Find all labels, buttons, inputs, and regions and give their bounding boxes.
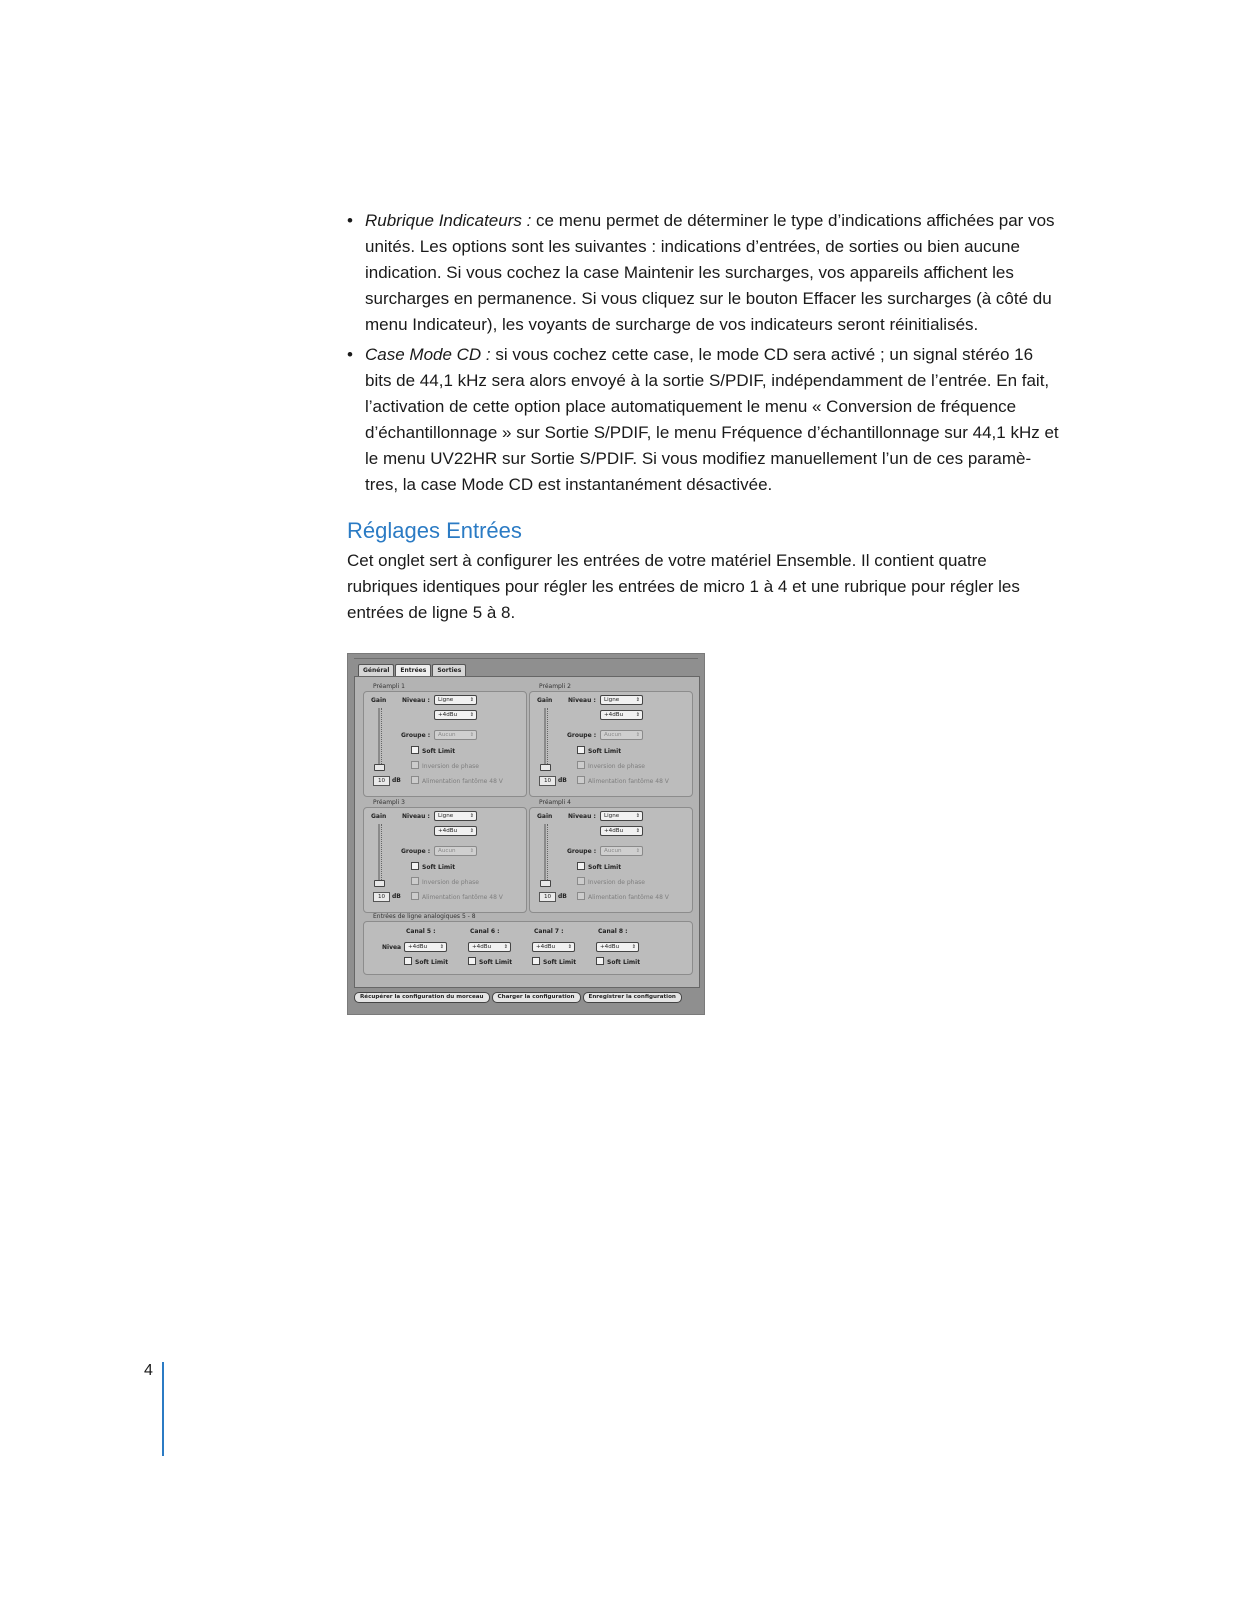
soft-limit-checkbox[interactable] (411, 746, 455, 755)
niveau-value: Ligne (604, 697, 620, 703)
phase-invert-checkbox-label: Inversion de phase (588, 879, 645, 886)
save-config-button[interactable]: Enregistrer la configuration (583, 992, 682, 1003)
checkbox-box (577, 862, 585, 870)
channel-level-select[interactable] (404, 942, 447, 952)
level-select[interactable] (434, 710, 477, 720)
checkbox-box (596, 957, 604, 965)
preamp-box (363, 691, 527, 797)
gain-unit-label: dB (558, 893, 567, 900)
groupe-select[interactable] (600, 730, 643, 740)
groupe-select[interactable] (600, 846, 643, 856)
channel-label: Canal 5 : (406, 928, 436, 935)
checkbox-box (468, 957, 476, 965)
bullet-text: ce menu permet de déterminer le type d’indications affichées par vos unités. Les options sont les suivantes : indications d’entrées, de sorties ou bien aucune indication. Si vous cochez la case Maintenir les surcharges, vos appareils affichent les surcharges en permanence. Si vous cliquez sur le bouton Effacer les surcharges (à côté du menu Indicateur), les voyants de surcharge de vos indicateurs seront réinitialisés. (365, 211, 1055, 334)
bullet-lead: Rubrique Indicateurs : (365, 211, 532, 230)
preamp-label: Préampli 1 (373, 683, 405, 690)
load-config-button[interactable]: Charger la configuration (492, 992, 581, 1003)
level-select[interactable] (600, 826, 643, 836)
updown-arrows-icon: ⇕ (635, 732, 640, 738)
level-value: +4dBu (438, 828, 458, 834)
groupe-value: Aucun (604, 848, 622, 854)
niveau-select[interactable] (434, 811, 477, 821)
groupe-label: Groupe : (567, 732, 597, 739)
gain-label: Gain (371, 813, 387, 820)
checkbox-box (411, 877, 419, 885)
channel-soft-limit-checkbox[interactable] (532, 957, 576, 966)
niveau-row-label: Nivea (382, 944, 402, 951)
phantom-power-checkbox[interactable] (411, 776, 503, 785)
soft-limit-checkbox-label: Soft Limit (422, 748, 456, 755)
gain-slider-ticks (381, 708, 386, 766)
channel-level-value: +4dBu (472, 944, 492, 950)
updown-arrows-icon: ⇕ (635, 697, 640, 703)
bottom-buttons (354, 992, 682, 1003)
niveau-select[interactable] (600, 695, 643, 705)
phantom-power-checkbox[interactable] (577, 892, 669, 901)
gain-slider-ticks (547, 824, 552, 882)
gain-slider-track (544, 824, 546, 884)
gain-unit-label: dB (392, 893, 401, 900)
bullet-indicateurs: • Rubrique Indicateurs : ce menu permet de déterminer le type d’indications affichées par vos unités. Les options sont les suivantes : indications d’entrées, de sorties ou bien aucune indication. Si vous cochez la case Maintenir les surcharges, vos appareils affichent les surcharges en permanence. Si vous cliquez sur le bouton Effacer les surcharges (à côté du menu Indicateur), les voyants de surcharge de vos indicateurs seront réinitialisés. (347, 211, 1055, 334)
checkbox-box (532, 957, 540, 965)
groupe-label: Groupe : (401, 732, 431, 739)
level-value: +4dBu (604, 712, 624, 718)
phase-invert-checkbox[interactable] (577, 761, 645, 770)
channel-level-value: +4dBu (600, 944, 620, 950)
groupe-select[interactable] (434, 730, 477, 740)
checkbox-box (577, 746, 585, 754)
groupe-value: Aucun (438, 848, 456, 854)
niveau-select[interactable] (600, 811, 643, 821)
channel-level-select[interactable] (596, 942, 639, 952)
channel-level-value: +4dBu (408, 944, 428, 950)
gain-value-field[interactable]: 10 (373, 892, 390, 902)
level-value: +4dBu (604, 828, 624, 834)
niveau-select[interactable] (434, 695, 477, 705)
checkbox-box (577, 877, 585, 885)
updown-arrows-icon: ⇕ (469, 828, 474, 834)
soft-limit-checkbox[interactable] (577, 746, 621, 755)
tab-panel (354, 676, 700, 988)
channel-soft-limit-checkbox[interactable] (404, 957, 448, 966)
tab-general[interactable]: Général (358, 664, 394, 676)
updown-arrows-icon: ⇕ (503, 944, 508, 950)
gain-value-field[interactable]: 10 (373, 776, 390, 786)
groupe-label: Groupe : (567, 848, 597, 855)
gain-unit-label: dB (392, 777, 401, 784)
checkbox-box (577, 776, 585, 784)
updown-arrows-icon: ⇕ (635, 848, 640, 854)
channel-label: Canal 6 : (470, 928, 500, 935)
bullet-lead: Case Mode CD : (365, 345, 491, 364)
intro-paragraph: Cet onglet sert à configurer les entrées de votre matériel Ensemble. Il contient quatre rubriques identiques pour régler les entrées de micro 1 à 4 et une rubrique pour régler les entrées de ligne 5 à 8. (347, 551, 1020, 622)
checkbox-box (411, 862, 419, 870)
niveau-value: Ligne (438, 697, 454, 703)
channel-label: Canal 7 : (534, 928, 564, 935)
entrees-settings-screenshot (347, 653, 705, 1015)
level-value: +4dBu (438, 712, 458, 718)
updown-arrows-icon: ⇕ (567, 944, 572, 950)
phantom-power-checkbox[interactable] (577, 776, 669, 785)
level-select[interactable] (600, 710, 643, 720)
phantom-power-checkbox[interactable] (411, 892, 503, 901)
groupe-value: Aucun (604, 732, 622, 738)
updown-arrows-icon: ⇕ (635, 828, 640, 834)
niveau-label: Niveau : (402, 697, 430, 704)
gain-value-field[interactable]: 10 (539, 776, 556, 786)
channel-soft-limit-label: Soft Limit (415, 959, 449, 966)
checkbox-box (411, 892, 419, 900)
gain-slider-thumb[interactable] (374, 764, 385, 771)
channel-level-select[interactable] (532, 942, 575, 952)
checkbox-box (404, 957, 412, 965)
bullet-list (347, 208, 1059, 498)
phase-invert-checkbox[interactable] (411, 877, 479, 886)
soft-limit-checkbox-label: Soft Limit (588, 748, 622, 755)
phase-invert-checkbox[interactable] (577, 877, 645, 886)
updown-arrows-icon: ⇕ (469, 697, 474, 703)
channel-soft-limit-label: Soft Limit (607, 959, 641, 966)
tab-sorties[interactable]: Sorties (432, 664, 466, 676)
soft-limit-checkbox[interactable] (577, 862, 621, 871)
groupe-value: Aucun (438, 732, 456, 738)
niveau-label: Niveau : (568, 697, 596, 704)
updown-arrows-icon: ⇕ (631, 944, 636, 950)
soft-limit-checkbox-label: Soft Limit (588, 864, 622, 871)
niveau-label: Niveau : (568, 813, 596, 820)
gain-slider-track (378, 824, 380, 884)
channel-soft-limit-label: Soft Limit (543, 959, 577, 966)
gain-slider-track (544, 708, 546, 768)
channel-label: Canal 8 : (598, 928, 628, 935)
niveau-label: Niveau : (402, 813, 430, 820)
groupe-label: Groupe : (401, 848, 431, 855)
gain-slider-thumb[interactable] (540, 764, 551, 771)
niveau-value: Ligne (604, 813, 620, 819)
level-select[interactable] (434, 826, 477, 836)
checkbox-box (411, 746, 419, 754)
gain-label: Gain (537, 697, 553, 704)
phantom-power-checkbox-label: Alimentation fantôme 48 V (588, 894, 669, 901)
preamp-label: Préampli 3 (373, 799, 405, 806)
niveau-value: Ligne (438, 813, 454, 819)
body-text (347, 208, 1059, 626)
soft-limit-checkbox[interactable] (411, 862, 455, 871)
phantom-power-checkbox-label: Alimentation fantôme 48 V (422, 778, 503, 785)
checkbox-box (411, 761, 419, 769)
updown-arrows-icon: ⇕ (635, 813, 640, 819)
phase-invert-checkbox-label: Inversion de phase (588, 763, 645, 770)
gain-unit-label: dB (558, 777, 567, 784)
channel-soft-limit-checkbox[interactable] (596, 957, 640, 966)
gain-slider-track (378, 708, 380, 768)
gain-label: Gain (537, 813, 553, 820)
page-number: 4 (144, 1362, 153, 1379)
preamp-box (363, 807, 527, 913)
channel-level-select[interactable] (468, 942, 511, 952)
gain-slider-thumb[interactable] (374, 880, 385, 887)
groupe-select[interactable] (434, 846, 477, 856)
checkbox-box (577, 892, 585, 900)
updown-arrows-icon: ⇕ (469, 848, 474, 854)
updown-arrows-icon: ⇕ (439, 944, 444, 950)
section-title: Réglages Entrées (347, 518, 522, 543)
gain-label: Gain (371, 697, 387, 704)
recall-song-config-button[interactable]: Récupérer la configuration du morceau (354, 992, 490, 1003)
phase-invert-checkbox[interactable] (411, 761, 479, 770)
channel-soft-limit-checkbox[interactable] (468, 957, 512, 966)
updown-arrows-icon: ⇕ (469, 732, 474, 738)
gain-slider-ticks (381, 824, 386, 882)
gain-slider-thumb[interactable] (540, 880, 551, 887)
bullet-mode-cd: • Case Mode CD : si vous cochez cette case, le mode CD sera activé ; un signal stéréo 16 bits de 44,1 kHz sera alors envoyé à la sortie S/PDIF, indépendamment de l’entrée. En fait, l’activation de cette option place automatiquement le menu « Conversion de fréquence d’échantillonnage » sur Sortie S/PDIF, le menu Fréquence d’échantillonnage sur 44,1 kHz et le menu UV22HR sur Sortie S/PDIF. Si vous modifiez manuellement l’un de ces paramè-tres, la case Mode CD est instantanément désactivée. (347, 345, 1059, 494)
channel-level-value: +4dBu (536, 944, 556, 950)
bullet-text: si vous cochez cette case, le mode CD sera activé ; un signal stéréo 16 bits de 44,1 kHz sera alors envoyé à la sortie S/PDIF, indépendamment de l’entrée. En fait, l’activation de cette option place automatiquement le menu « Conversion de fréquence d’échantillonnage » sur Sortie S/PDIF, le menu Fréquence d’échantillonnage sur 44,1 kHz et le menu UV22HR sur Sortie S/PDIF. Si vous modifiez manuellement l’un de ces paramè-tres, la case Mode CD est instantanément désactivée. (365, 345, 1059, 494)
preamp-label: Préampli 4 (539, 799, 571, 806)
updown-arrows-icon: ⇕ (469, 813, 474, 819)
checkbox-box (577, 761, 585, 769)
phantom-power-checkbox-label: Alimentation fantôme 48 V (588, 778, 669, 785)
checkbox-box (411, 776, 419, 784)
channel-soft-limit-label: Soft Limit (479, 959, 513, 966)
gain-value-field[interactable]: 10 (539, 892, 556, 902)
preamp-label: Préampli 2 (539, 683, 571, 690)
margin-rule (162, 1362, 164, 1456)
gain-slider-ticks (547, 708, 552, 766)
tab-bar (358, 664, 467, 676)
line-inputs-box (363, 921, 693, 975)
phantom-power-checkbox-label: Alimentation fantôme 48 V (422, 894, 503, 901)
preamp-box (529, 807, 693, 913)
updown-arrows-icon: ⇕ (469, 712, 474, 718)
soft-limit-checkbox-label: Soft Limit (422, 864, 456, 871)
phase-invert-checkbox-label: Inversion de phase (422, 763, 479, 770)
preamp-box (529, 691, 693, 797)
updown-arrows-icon: ⇕ (635, 712, 640, 718)
tab-entrees[interactable]: Entrées (395, 664, 431, 676)
phase-invert-checkbox-label: Inversion de phase (422, 879, 479, 886)
line-inputs-label: Entrées de ligne analogiques 5 - 8 (373, 913, 476, 920)
